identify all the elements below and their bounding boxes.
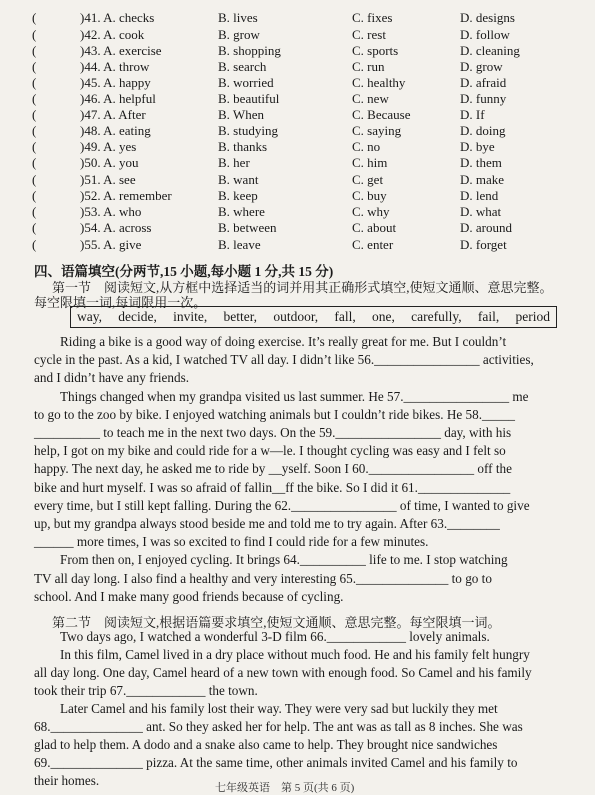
option-b: B. want <box>218 172 259 187</box>
passage-line: 68.______________ ant. So they asked her for help. The ant was as tall as 8 inches. She was <box>34 719 523 734</box>
option-c: C. sports <box>352 43 399 58</box>
option-b: B. studying <box>218 123 278 138</box>
option-c: C. enter <box>352 237 394 252</box>
section4-heading: 四、语篇填空(分两节,15 小题,每小题 1 分,共 15 分) <box>34 264 334 279</box>
question-row <box>0 188 595 204</box>
option-b: B. lives <box>218 10 258 25</box>
option-d: D. around <box>460 220 512 235</box>
option-a: )47. A. After <box>80 107 146 122</box>
answer-bracket: ( <box>32 91 37 106</box>
option-b: B. thanks <box>218 139 268 154</box>
answer-bracket: ( <box>32 59 37 74</box>
option-d: D. make <box>460 172 505 187</box>
option-d: D. designs <box>460 10 515 25</box>
question-row <box>0 107 595 123</box>
question-row <box>0 43 595 59</box>
option-b: B. grow <box>218 27 260 42</box>
passage-line: bike and hurt myself. I was so afraid of fallin__ff the bike. So I did it 61.______________ <box>34 479 511 495</box>
question-row <box>0 204 595 220</box>
option-c: C. about <box>352 220 397 235</box>
passage-line: up, but my grandpa always stood beside me and told me to try again. After 63.________ <box>34 516 500 531</box>
word-box-item: fall, <box>334 309 356 324</box>
option-a: )44. A. throw <box>80 59 150 74</box>
passage-line: school. And I make many good friends because of cycling. <box>34 588 344 604</box>
answer-bracket: ( <box>32 75 37 90</box>
option-c: C. new <box>352 91 389 106</box>
option-c: C. run <box>352 59 385 74</box>
word-box-item: carefully, <box>411 309 462 324</box>
question-row <box>0 139 595 155</box>
option-a: )52. A. remember <box>80 188 172 203</box>
passage-line: In this film, Camel lived in a dry place without much food. He and his family felt hungry <box>60 647 530 662</box>
passage-line: Two days ago, I watched a wonderful 3-D film 66.____________ lovely animals. <box>60 629 490 644</box>
word-box-item: one, <box>372 309 395 324</box>
answer-bracket: ( <box>32 27 37 42</box>
answer-bracket: ( <box>32 10 37 25</box>
option-a: )41. A. checks <box>80 10 155 25</box>
word-box-item: invite, <box>173 309 208 324</box>
option-c: C. get <box>352 172 384 187</box>
option-b: B. her <box>218 155 250 170</box>
word-box-item: period <box>515 309 550 324</box>
answer-bracket: ( <box>32 155 37 170</box>
passage-line: all day long. One day, Camel heard of a new town with enough food. So Camel and his family <box>34 665 532 680</box>
option-a: )46. A. helpful <box>80 91 156 106</box>
answer-bracket: ( <box>32 220 37 235</box>
passage-line: and I didn’t have any friends. <box>34 370 190 386</box>
question-row <box>0 155 595 171</box>
passage-line: their homes. <box>34 773 100 788</box>
option-d: D. funny <box>460 91 507 106</box>
answer-bracket: ( <box>32 172 37 187</box>
question-row <box>0 91 595 107</box>
passage-line: to go to the zoo by bike. I enjoyed watching animals but I couldn’t ride bikes. He 58._____ <box>34 406 516 422</box>
option-b: B. beautiful <box>218 91 280 106</box>
option-c: C. fixes <box>352 10 393 25</box>
option-b: B. leave <box>218 237 261 252</box>
word-box-item: outdoor, <box>273 309 319 324</box>
option-d: D. forget <box>460 237 507 252</box>
passage-line: TV all day long. I also find a healthy and very interesting 65.______________ to go to <box>34 570 492 586</box>
option-c: C. Because <box>352 107 411 122</box>
answer-bracket: ( <box>32 123 37 138</box>
option-d: D. lend <box>460 188 499 203</box>
option-d: D. doing <box>460 123 506 138</box>
option-b: B. keep <box>218 188 258 203</box>
option-b: B. shopping <box>218 43 281 58</box>
word-box-item: better, <box>223 309 258 324</box>
option-d: D. If <box>460 107 485 122</box>
passage-line: Riding a bike is a good way of doing exercise. It’s really great for me. But I couldn’t <box>60 334 507 349</box>
question-row <box>0 172 595 188</box>
question-row <box>0 220 595 236</box>
passage-line: happy. The next day, he asked me to ride by __yself. Soon I 60.________________ off the <box>34 461 512 477</box>
passage-line: help, I got on my bike and could ride for a w—le. I thought cycling was easy and I felt so <box>34 443 506 459</box>
option-a: )42. A. cook <box>80 27 145 42</box>
passage-line: Things changed when my grandpa visited us last summer. He 57.________________ me <box>60 388 529 404</box>
option-b: B. worried <box>218 75 274 90</box>
option-a: )43. A. exercise <box>80 43 162 58</box>
passage-line: __________ to teach me in the next two days. On the 59.________________ day, with his <box>34 425 512 440</box>
option-d: D. them <box>460 155 502 170</box>
option-b: B. where <box>218 204 265 219</box>
option-a: )45. A. happy <box>80 75 151 90</box>
question-row <box>0 27 595 43</box>
passage-line: From then on, I enjoyed cycling. It brings 64.__________ life to me. I stop watching <box>60 552 508 568</box>
question-row <box>0 75 595 91</box>
option-d: D. afraid <box>460 75 507 90</box>
answer-bracket: ( <box>32 107 37 122</box>
part1-instruction: 第一节 阅读短文,从方框中选择适当的词并用其正确形式填空,使短文通顺、意思完整。 <box>52 280 553 295</box>
answer-bracket: ( <box>32 43 37 58</box>
option-d: D. bye <box>460 139 495 154</box>
option-d: D. grow <box>460 59 503 74</box>
word-box-item: decide, <box>118 309 157 324</box>
option-c: C. healthy <box>352 75 406 90</box>
question-row <box>0 10 595 26</box>
word-box <box>70 306 557 328</box>
passage-line: Later Camel and his family lost their way. They were very sad but luckily they met <box>60 701 498 716</box>
answer-bracket: ( <box>32 204 37 219</box>
passage-line: every time, but I still kept falling. During the 62.________________ of time, I wanted to give <box>34 497 530 513</box>
option-a: )49. A. yes <box>80 139 137 154</box>
passage-line: 69.______________ pizza. At the same time, other animals invited Camel and his family to <box>34 755 518 770</box>
answer-bracket: ( <box>32 188 37 203</box>
answer-bracket: ( <box>32 237 37 252</box>
question-row <box>0 237 595 253</box>
option-a: )48. A. eating <box>80 123 151 138</box>
option-c: C. rest <box>352 27 386 42</box>
option-a: )54. A. across <box>80 220 152 235</box>
option-a: )53. A. who <box>80 204 142 219</box>
passage-line: cycle in the past. As a kid, I watched TV all day. I didn’t like 56.________________ activities, <box>34 352 534 368</box>
option-a: )51. A. see <box>80 172 136 187</box>
question-row <box>0 59 595 75</box>
passage-line: ______ more times, I was so excited to find I could ride for a few minutes. <box>34 534 429 550</box>
option-b: B. When <box>218 107 264 122</box>
option-c: C. buy <box>352 188 387 203</box>
option-d: D. cleaning <box>460 43 520 58</box>
option-b: B. between <box>218 220 277 235</box>
question-row <box>0 123 595 139</box>
option-c: C. saying <box>352 123 402 138</box>
option-c: C. why <box>352 204 390 219</box>
word-box-item: way, <box>77 309 102 324</box>
passage-line: took their trip 67.____________ the town. <box>34 683 258 698</box>
option-d: D. follow <box>460 27 510 42</box>
answer-bracket: ( <box>32 139 37 154</box>
option-a: )50. A. you <box>80 155 139 170</box>
option-b: B. search <box>218 59 267 74</box>
option-c: C. no <box>352 139 381 154</box>
page-footer: 七年级英语 第 5 页(共 6 页) <box>215 782 355 794</box>
option-c: C. him <box>352 155 388 170</box>
passage-line: glad to help them. A dodo and a snake also came to help. They brought nice sandwiches <box>34 737 498 752</box>
word-box-item: fail, <box>477 309 500 324</box>
option-d: D. what <box>460 204 502 219</box>
option-a: )55. A. give <box>80 237 142 252</box>
part1-instruction-cont: 每空限填一词,每词限用一次。 <box>34 295 207 310</box>
part2-instruction: 第二节 阅读短文,根据语篇要求填空,使短文通顺、意思完整。每空限填一词。 <box>52 615 501 630</box>
